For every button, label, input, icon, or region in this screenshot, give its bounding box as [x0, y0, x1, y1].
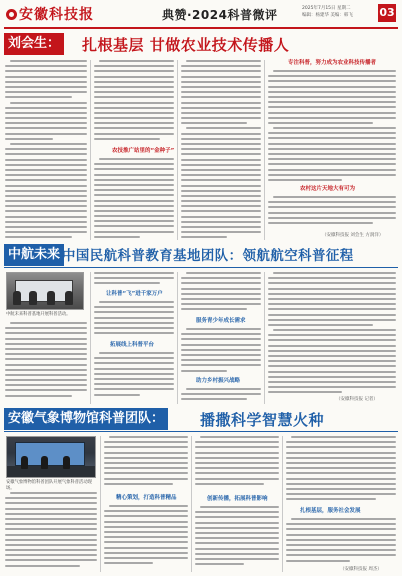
column-divider [177, 272, 178, 404]
page-number: 03 [378, 4, 396, 22]
story3-subhead-1: 精心策划，打造科普精品 [116, 495, 177, 501]
story2-subhead-2: 拓展线上科普平台 [110, 342, 155, 348]
column-divider [100, 436, 101, 572]
story2-byline: （安徽科技报 记者） [336, 397, 378, 402]
story2-column-3a [181, 272, 261, 316]
story3-byline: （安徽科技报 周杰） [340, 567, 382, 572]
story2-column-2a [94, 272, 174, 286]
column-divider [90, 272, 91, 404]
story1-column-1 [5, 60, 87, 240]
story3-subhead-3: 扎根基层，服务社会发展 [300, 508, 361, 514]
story1-subhead-3: 农村这片天地大有可为 [300, 186, 356, 192]
column-divider [177, 60, 178, 240]
logo-mark-icon [6, 9, 17, 20]
column-divider [264, 60, 265, 240]
story2-subhead-1: 让科普“飞”进千家万户 [106, 291, 163, 297]
story2-column-4 [268, 272, 396, 394]
story3-subhead-2: 创新传播，拓展科普影响 [207, 496, 268, 502]
column-divider [282, 436, 283, 572]
story3-headline [4, 408, 398, 430]
story3-column-4b [286, 518, 396, 564]
story3-column-3b [195, 506, 279, 572]
story2-column-2c [94, 352, 174, 404]
story3-column-3a [195, 436, 279, 494]
story1-column-2a [94, 60, 174, 145]
story3-column-2a [104, 436, 188, 492]
story2-title: 中国民航科普教育基地团队：领航航空科普征程 [62, 248, 354, 264]
story2-photo-caption: 中航未来科普基地开展科普活动。 [6, 312, 71, 317]
story3-column-4a [286, 436, 396, 506]
story3-photo [6, 436, 96, 478]
story3-column-1 [5, 492, 97, 572]
story1-byline: （安徽科技报 刘会生 方润洋） [322, 233, 384, 238]
issue-date: 2025年7月15日 星期二 [302, 6, 351, 11]
story1-column-4b [268, 196, 396, 230]
story2-headline [4, 244, 398, 266]
story2-column-3c [181, 388, 261, 404]
story1-subhead-1: 专注科普，努力成为农业科技传播者 [288, 60, 377, 66]
column-divider [191, 436, 192, 572]
story3-name-tag: 安徽气象博物馆科普团队： [4, 408, 168, 430]
story2-column-1 [5, 322, 87, 404]
story3-rule [4, 431, 398, 432]
story2-photo [6, 272, 84, 310]
story2-name-tag: 中航未来 [4, 244, 64, 266]
story1-headline [4, 33, 398, 55]
story1-subhead-2: 农技推广站里的“金种子” [112, 148, 175, 154]
story3-column-2b [104, 505, 188, 572]
story2-rule [4, 267, 398, 268]
story3-photo-caption: 安徽气象博物馆科普团队开展气象科普活动现场。 [6, 480, 92, 491]
newspaper-logo [6, 4, 94, 24]
story3-title: 播撒科学智慧火种 [200, 411, 325, 429]
section-title: 典赞·2024科普微评 [162, 8, 278, 22]
logo-text: 安徽科技报 [19, 7, 94, 23]
story1-name-tag: 刘会生： [4, 33, 64, 55]
story2-column-2b [94, 301, 174, 339]
masthead-rule [4, 27, 398, 29]
story1-title: 扎根基层 甘做农业技术传播人 [82, 36, 290, 54]
column-divider [264, 272, 265, 404]
story2-column-3b [181, 328, 261, 376]
story2-subhead-3: 服务青少年成长需求 [196, 318, 246, 324]
column-divider [90, 60, 91, 240]
issue-editors: 编辑：杨建华 美编：韩飞 [302, 13, 353, 18]
story1-column-4 [268, 70, 396, 184]
issue-info [302, 5, 380, 19]
story1-column-2b [94, 158, 174, 240]
masthead [4, 4, 398, 26]
story2-subhead-4: 助力乡村振兴战略 [196, 378, 241, 384]
story1-column-3 [181, 60, 261, 240]
